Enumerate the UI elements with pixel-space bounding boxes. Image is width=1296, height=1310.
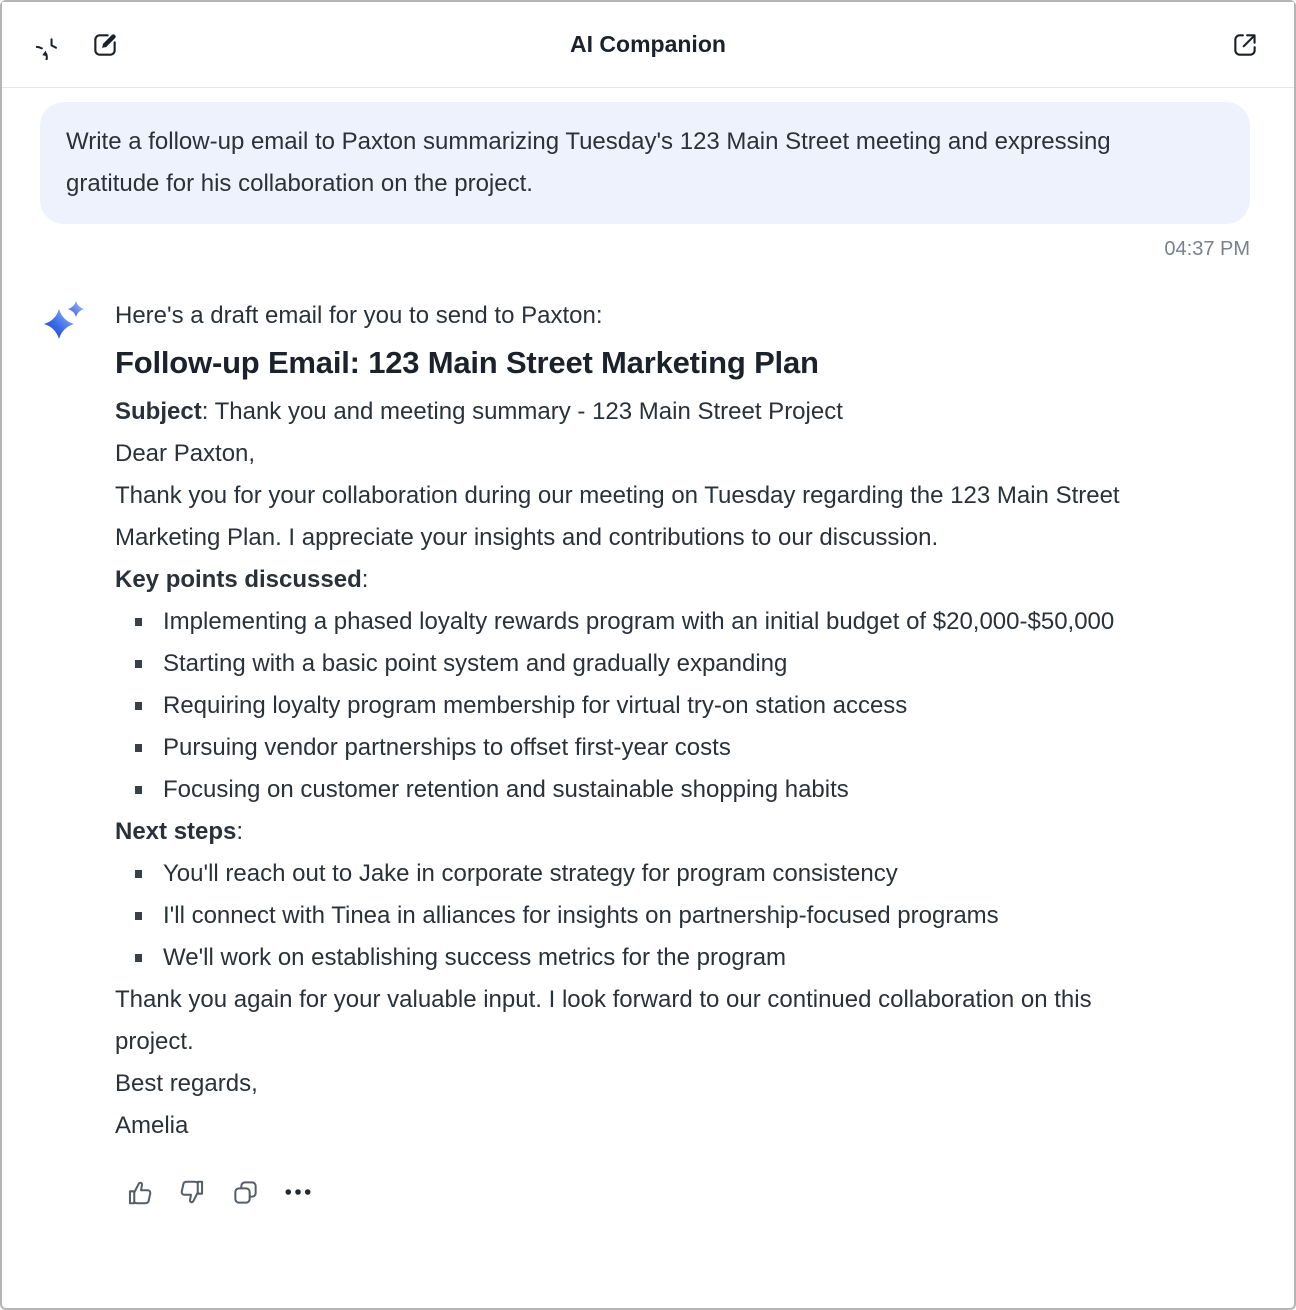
subject-label: Subject (115, 398, 202, 425)
next-steps-list (115, 853, 1170, 979)
new-chat-button[interactable] (90, 30, 120, 60)
thumbs-up-button[interactable] (122, 1175, 156, 1209)
list-item: Focusing on customer retention and sustainable shopping habits (163, 769, 1170, 811)
copy-button[interactable] (228, 1175, 262, 1209)
email-signature: Amelia (115, 1112, 189, 1139)
key-points-heading (115, 559, 1170, 601)
message-timestamp: 04:37 PM (1164, 238, 1250, 260)
list-item: Starting with a basic point system and gradually expanding (163, 643, 1170, 685)
list-item: You'll reach out to Jake in corporate strategy for program consistency (163, 853, 1170, 895)
pop-out-button[interactable] (1230, 30, 1260, 60)
key-points-colon: : (361, 566, 369, 593)
ai-sparkle-icon (40, 297, 115, 345)
copy-icon (230, 1177, 261, 1208)
list-item: Implementing a phased loyalty rewards program with an initial budget of $20,000-$50,000 (163, 601, 1170, 643)
response-actions (122, 1175, 1250, 1209)
next-steps-label: Next steps (115, 818, 237, 845)
app-header (2, 2, 1294, 88)
thumbs-down-button[interactable] (175, 1175, 209, 1209)
user-message-text: Write a follow-up email to Paxton summarizing Tuesday's 123 Main Street meeting and expressing gratitude for his collaboration on the project. (66, 128, 1111, 197)
email-paragraph-1: Thank you for your collaboration during our meeting on Tuesday regarding the 123 Main Street Marketing Plan. I appreciate your insights and contributions to our discussion. (115, 482, 1120, 551)
list-item: Requiring loyalty program membership for virtual try-on station access (163, 685, 1170, 727)
more-options-icon (281, 1175, 315, 1209)
user-message-bubble (40, 102, 1250, 224)
ai-intro-text: Here's a draft email for you to send to Paxton: (115, 302, 603, 329)
header-right-controls (1230, 30, 1260, 60)
page-title: AI Companion (570, 31, 726, 57)
header-left-controls (36, 30, 120, 60)
email-signoff: Best regards, (115, 1070, 258, 1097)
list-item: Pursuing vendor partnerships to offset first-year costs (163, 727, 1170, 769)
more-options-button[interactable] (281, 1175, 315, 1209)
list-item: I'll connect with Tinea in alliances for insights on partnership-focused programs (163, 895, 1170, 937)
pop-out-icon (1230, 30, 1260, 60)
email-closing-paragraph: Thank you again for your valuable input. I look forward to our continued collaboration on this project. (115, 986, 1092, 1055)
key-points-list (115, 601, 1170, 811)
thumbs-down-icon (177, 1177, 208, 1208)
subject-value: : Thank you and meeting summary - 123 Main Street Project (201, 398, 843, 425)
next-steps-heading (115, 811, 1170, 853)
ai-avatar (40, 295, 115, 345)
list-item: We'll work on establishing success metrics for the program (163, 937, 1170, 979)
email-subject-line (115, 391, 1170, 433)
next-steps-colon: : (236, 818, 244, 845)
ai-response (40, 295, 1250, 1209)
history-icon (36, 30, 66, 60)
chat-area (2, 88, 1294, 1209)
key-points-label: Key points discussed (115, 566, 362, 593)
compose-icon (90, 30, 120, 60)
ai-message-content (115, 295, 1250, 1209)
thumbs-up-icon (124, 1177, 155, 1208)
history-button[interactable] (36, 30, 66, 60)
email-greeting: Dear Paxton, (115, 440, 256, 467)
email-title: Follow-up Email: 123 Main Street Marketing Plan (115, 345, 819, 380)
